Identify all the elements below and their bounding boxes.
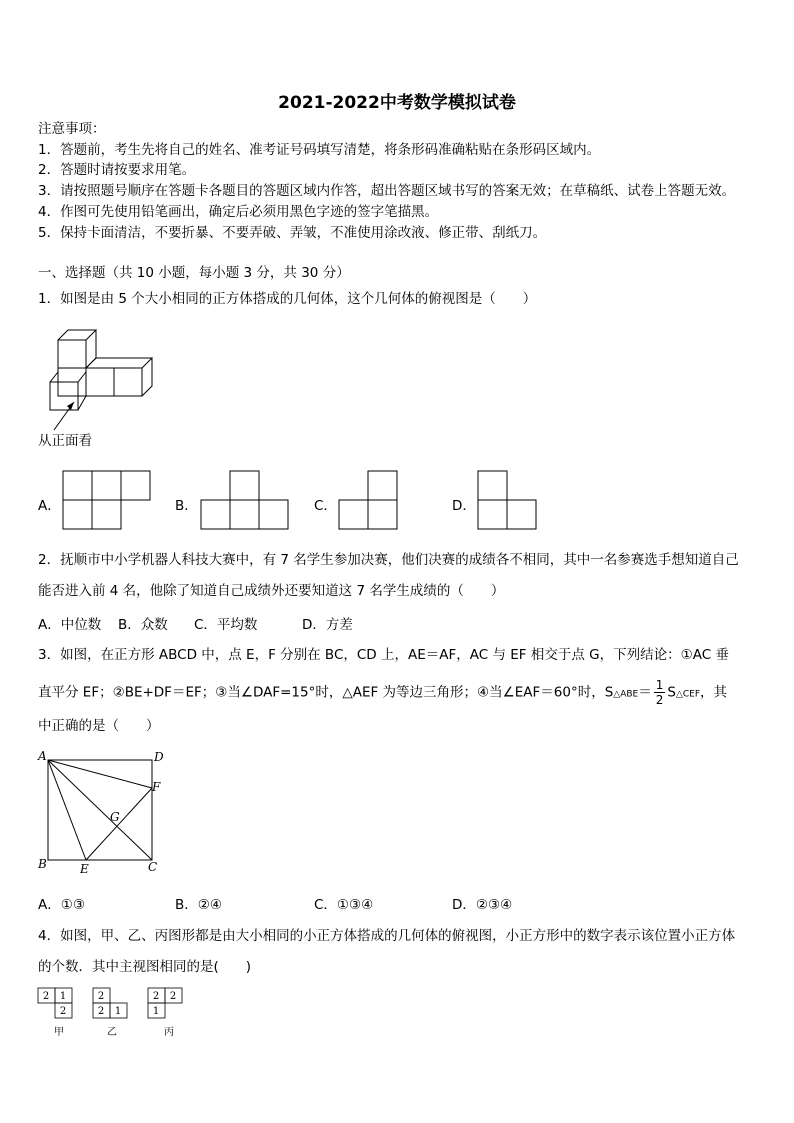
q2-option-c[interactable]: C．平均数 bbox=[194, 617, 258, 633]
q1-option-b-figure[interactable] bbox=[200, 470, 290, 530]
q3-label-f: F bbox=[152, 780, 161, 794]
q4-jia-label: 甲 bbox=[54, 1027, 64, 1038]
q4-jia-cell-3: 2 bbox=[59, 1006, 67, 1017]
q3-line-2 bbox=[38, 678, 727, 707]
q4-bing-label: 丙 bbox=[164, 1027, 174, 1038]
q3-square-figure bbox=[36, 750, 166, 875]
q1-option-a-figure[interactable] bbox=[62, 470, 152, 530]
q1-caption: 从正面看 bbox=[38, 433, 92, 449]
q1-option-a-label: A． bbox=[38, 498, 61, 514]
q3-option-d[interactable]: D．②③④ bbox=[452, 897, 513, 913]
q3-option-c[interactable]: C．①③④ bbox=[314, 897, 374, 913]
q4-yi-cell-3: 1 bbox=[114, 1006, 122, 1017]
q4-jia-cell-2: 1 bbox=[59, 991, 67, 1002]
q1-option-b-label: B． bbox=[175, 498, 198, 514]
q1-option-d-label: D． bbox=[452, 498, 476, 514]
q3-label-a: A bbox=[38, 749, 47, 763]
notice-item-3: 3．请按照题号顺序在答题卡各题目的答题区域内作答，超出答题区域书写的答案无效；在草稿纸、试卷上答题无效。 bbox=[38, 183, 736, 199]
q4-bing-cell-2: 2 bbox=[169, 991, 177, 1002]
q3-line-2-text: 直平分 EF；②BE+DF＝EF；③当∠DAF=15°时，△AEF 为等边三角形；④当∠EAF＝60°时，S bbox=[38, 684, 614, 701]
notice-item-1: 1．答题前，考生先将自己的姓名、准考证号码填写清楚，将条形码准确粘贴在条形码区域内。 bbox=[38, 142, 601, 158]
section-heading: 一、选择题（共 10 小题，每小题 3 分，共 30 分） bbox=[38, 265, 350, 281]
q3-line-1: 3．如图，在正方形 ABCD 中，点 E，F 分别在 BC，CD 上，AE＝AF，AC 与 EF 相交于点 G，下列结论：①AC 垂 bbox=[38, 647, 729, 663]
q3-subscript-abe: △ABE bbox=[613, 689, 639, 700]
q1-cube-figure bbox=[44, 322, 154, 417]
q2-option-b[interactable]: B．众数 bbox=[118, 617, 168, 633]
q3-subscript-cef: △CEF bbox=[675, 689, 701, 700]
q4-line-1: 4．如图，甲、乙、丙图形都是由大小相同的小正方体搭成的几何体的俯视图，小正方形中的数字表示该位置小正方体 bbox=[38, 928, 736, 944]
page-title: 2021-2022中考数学模拟试卷 bbox=[278, 93, 516, 113]
q2-option-a[interactable]: A．中位数 bbox=[38, 617, 102, 633]
q1-option-d-figure[interactable] bbox=[477, 470, 567, 530]
q4-views-figure bbox=[36, 986, 196, 1041]
q3-option-a[interactable]: A．①③ bbox=[38, 897, 85, 913]
q3-option-b[interactable]: B．②④ bbox=[175, 897, 222, 913]
q1-option-c-label: C． bbox=[314, 498, 337, 514]
q3-label-e: E bbox=[80, 862, 89, 876]
q2-line-2: 能否进入前 4 名，他除了知道自己成绩外还要知道这 7 名学生成绩的（ ） bbox=[38, 583, 505, 599]
q4-jia-cell-1: 2 bbox=[42, 991, 50, 1002]
q3-label-d: D bbox=[154, 750, 164, 764]
notice-item-2: 2．答题时请按要求用笔。 bbox=[38, 162, 196, 178]
q4-yi-label: 乙 bbox=[107, 1027, 117, 1038]
q3-label-c: C bbox=[148, 860, 158, 874]
q4-bing-cell-1: 2 bbox=[152, 991, 160, 1002]
q3-fraction-denominator: 2 bbox=[655, 693, 664, 707]
q3-line-2-end: ，其 bbox=[700, 684, 728, 701]
q1-stem: 1．如图是由 5 个大小相同的正方体搭成的几何体，这个几何体的俯视图是（ ） bbox=[38, 291, 537, 307]
q3-equals: ＝ bbox=[638, 684, 652, 701]
q3-fraction bbox=[654, 678, 666, 707]
notice-item-4: 4．作图可先使用铅笔画出，确定后必须用黑色字迹的签字笔描黑。 bbox=[38, 204, 439, 220]
q4-yi-cell-2: 2 bbox=[97, 1006, 105, 1017]
q4-bing-cell-3: 1 bbox=[152, 1006, 160, 1017]
notice-item-5: 5．保持卡面清洁，不要折暴、不要弄破、弄皱，不准使用涂改液、修正带、刮纸刀。 bbox=[38, 225, 547, 241]
q2-option-d[interactable]: D．方差 bbox=[302, 617, 353, 633]
q2-line-1: 2．抚顺市中小学机器人科技大赛中，有 7 名学生参加决赛，他们决赛的成绩各不相同，其中一名参赛选手想知道自己 bbox=[38, 552, 739, 568]
q4-line-2: 的个数．其中主视图相同的是( ) bbox=[38, 959, 252, 975]
q3-line-3: 中正确的是（ ） bbox=[38, 718, 160, 734]
q1-option-c-figure[interactable] bbox=[338, 470, 428, 530]
q3-label-b: B bbox=[38, 857, 47, 871]
q4-yi-cell-1: 2 bbox=[97, 991, 105, 1002]
notice-heading: 注意事项： bbox=[38, 121, 106, 137]
q3-s2: S bbox=[667, 684, 676, 701]
q3-label-g: G bbox=[110, 810, 120, 824]
q3-fraction-numerator: 1 bbox=[655, 678, 664, 692]
